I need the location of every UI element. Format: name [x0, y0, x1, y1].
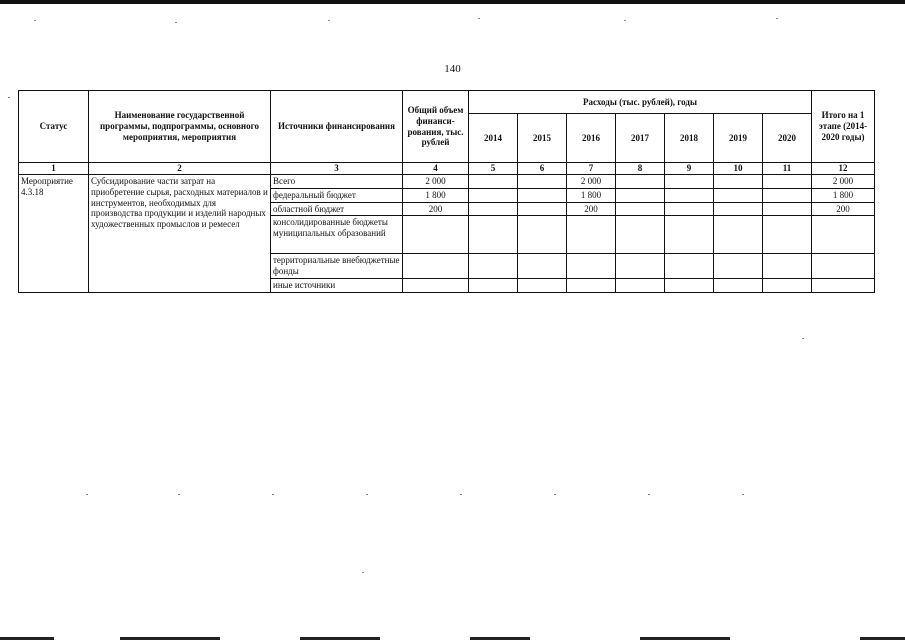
header-year-2015: 2015 [518, 114, 567, 163]
header-sources: Источники финансирования [271, 91, 403, 163]
stage-total-cell: 200 [812, 202, 875, 216]
scan-speck [460, 494, 462, 495]
column-number: 8 [616, 163, 665, 175]
budget-table [18, 90, 875, 293]
year-cell [567, 279, 616, 293]
year-cell [714, 216, 763, 254]
scan-speck [648, 494, 650, 495]
scan-speck [742, 494, 744, 495]
year-cell [665, 216, 714, 254]
header-expenses: Расходы (тыс. рублей), годы [469, 91, 812, 114]
scan-speck [8, 97, 10, 98]
column-number: 7 [567, 163, 616, 175]
header-row-1 [19, 91, 875, 114]
column-number: 1 [19, 163, 89, 175]
source-cell: федеральный бюджет [271, 188, 403, 202]
year-cell [518, 202, 567, 216]
source-cell: территориальные внебюджетные фонды [271, 254, 403, 279]
header-status: Статус [19, 91, 89, 163]
year-cell [616, 254, 665, 279]
total-cell: 1 800 [403, 188, 469, 202]
header-year-2017: 2017 [616, 114, 665, 163]
column-number-row [19, 163, 875, 175]
table-row [19, 175, 875, 189]
header-year-2016: 2016 [567, 114, 616, 163]
scan-speck [478, 18, 480, 19]
header-year-2020: 2020 [763, 114, 812, 163]
year-cell [714, 188, 763, 202]
total-cell [403, 254, 469, 279]
year-cell [616, 175, 665, 189]
measure-name: Субсидирование части затрат на приобретение сырья, расходных материалов и инструментов, необходимых для производства продукции и изделий народных художественных промыслов и ремесел [89, 175, 271, 293]
total-cell [403, 216, 469, 254]
year-cell: 2 000 [567, 175, 616, 189]
column-number: 4 [403, 163, 469, 175]
measure-status: Мероприятие 4.3.18 [19, 175, 89, 293]
year-cell [763, 216, 812, 254]
scan-speck [624, 20, 626, 21]
header-year-2014: 2014 [469, 114, 518, 163]
stage-total-cell [812, 216, 875, 254]
column-number: 3 [271, 163, 403, 175]
scan-speck [86, 494, 88, 495]
year-cell [714, 254, 763, 279]
header-year-2018: 2018 [665, 114, 714, 163]
year-cell [714, 175, 763, 189]
source-cell: Всего [271, 175, 403, 189]
stage-total-cell [812, 279, 875, 293]
top-rule [0, 0, 905, 4]
column-number: 11 [763, 163, 812, 175]
header-year-2019: 2019 [714, 114, 763, 163]
year-cell [763, 202, 812, 216]
year-cell [469, 216, 518, 254]
year-cell [518, 188, 567, 202]
source-cell: консолидированные бюджеты муниципальных образований [271, 216, 403, 254]
header-stage-total: Итого на 1 этапе (2014-2020 годы) [812, 91, 875, 163]
year-cell [665, 202, 714, 216]
year-cell [469, 279, 518, 293]
column-number: 5 [469, 163, 518, 175]
scan-speck [178, 494, 180, 495]
year-cell [763, 175, 812, 189]
year-cell [763, 188, 812, 202]
year-cell [763, 254, 812, 279]
scan-speck [802, 338, 804, 339]
scan-speck [362, 572, 364, 573]
year-cell [469, 175, 518, 189]
year-cell [518, 216, 567, 254]
year-cell [665, 254, 714, 279]
column-number: 10 [714, 163, 763, 175]
scan-speck [776, 18, 778, 19]
year-cell [616, 202, 665, 216]
year-cell: 200 [567, 202, 616, 216]
column-number: 12 [812, 163, 875, 175]
total-cell: 200 [403, 202, 469, 216]
scan-speck [272, 494, 274, 495]
scan-speck [366, 494, 368, 495]
header-total: Общий объем финанси-рования, тыс. рублей [403, 91, 469, 163]
column-number: 6 [518, 163, 567, 175]
stage-total-cell [812, 254, 875, 279]
year-cell [469, 188, 518, 202]
year-cell [616, 279, 665, 293]
year-cell [567, 254, 616, 279]
header-name: Наименование государственной программы, подпрограммы, основного мероприятия, мероприятия [89, 91, 271, 163]
year-cell [665, 188, 714, 202]
scan-speck [554, 494, 556, 495]
source-cell: иные источники [271, 279, 403, 293]
year-cell: 1 800 [567, 188, 616, 202]
source-cell: областной бюджет [271, 202, 403, 216]
year-cell [518, 175, 567, 189]
year-cell [518, 254, 567, 279]
year-cell [763, 279, 812, 293]
stage-total-cell: 1 800 [812, 188, 875, 202]
scan-speck [328, 20, 330, 21]
scan-speck [175, 22, 177, 23]
total-cell: 2 000 [403, 175, 469, 189]
year-cell [616, 216, 665, 254]
year-cell [714, 202, 763, 216]
column-number: 2 [89, 163, 271, 175]
year-cell [616, 188, 665, 202]
year-cell [714, 279, 763, 293]
page-number: 140 [444, 63, 461, 75]
year-cell [665, 279, 714, 293]
year-cell [665, 175, 714, 189]
year-cell [567, 216, 616, 254]
year-cell [518, 279, 567, 293]
total-cell [403, 279, 469, 293]
stage-total-cell: 2 000 [812, 175, 875, 189]
year-cell [469, 254, 518, 279]
budget-table-container [18, 90, 874, 293]
column-number: 9 [665, 163, 714, 175]
scan-speck [34, 20, 36, 21]
year-cell [469, 202, 518, 216]
